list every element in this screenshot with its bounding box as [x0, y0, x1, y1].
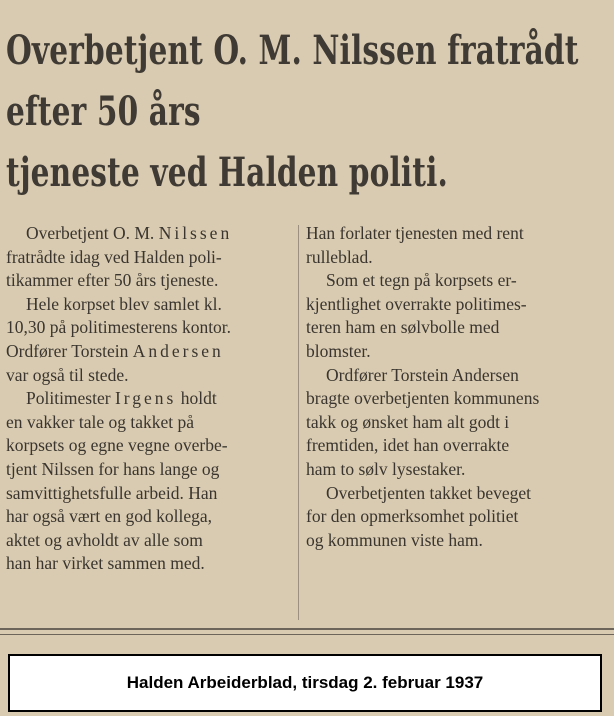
headline: [6, 20, 579, 203]
text: Politimester: [26, 388, 115, 409]
headline-line-3: tjeneste ved Halden politi.: [6, 149, 448, 196]
headline-line-1: Overbetjent O. M. Nilssen fratrådt: [6, 27, 579, 74]
text-line: ham to sølv lysestaker.: [306, 458, 466, 479]
text-line: [6, 387, 294, 411]
text-line: fratrådte idag ved Halden poli-: [6, 246, 222, 267]
text-spaced: Nilssen: [158, 223, 233, 243]
text-line: for den opmerksomhet politiet: [306, 506, 519, 527]
text-line: Han forlater tjenesten med rent: [306, 223, 524, 243]
text-line: tjent Nilssen for hans lange og: [6, 458, 220, 479]
text: Ordfører Torstein: [6, 340, 133, 361]
text-line: var også til stede.: [6, 364, 129, 385]
text-line: teren ham en sølvbolle med: [306, 317, 500, 338]
column-divider: [298, 225, 299, 620]
article-column-right: [306, 222, 589, 552]
headline-line-2: efter 50 års: [6, 88, 201, 135]
article-column-left: [6, 222, 294, 576]
text-line: bragte overbetjenten kommunens: [306, 388, 540, 409]
text-line: Hele korpset blev samlet kl.: [26, 293, 222, 314]
text-spaced: Andersen: [132, 340, 224, 361]
bottom-rule: [0, 628, 614, 630]
caption-box: [8, 654, 602, 712]
text-line: tikammer efter 50 års tjeneste.: [6, 270, 219, 291]
text-line: samvittighetsfulle arbeid. Han: [6, 482, 218, 503]
text-line: korpsets og egne vegne overbe-: [6, 435, 228, 456]
text-line: Ordfører Torstein Andersen: [326, 364, 519, 385]
text-line: kjentlighet overrakte politimes-: [306, 293, 527, 314]
text-line: han har virket sammen med.: [6, 553, 205, 574]
text-line: en vakker tale og takket på: [6, 411, 195, 432]
text-line: blomster.: [306, 340, 371, 361]
text-line: aktet og avholdt av alle som: [6, 529, 203, 550]
text-line: rulleblad.: [306, 246, 373, 267]
text-line: Som et tegn på korpsets er-: [326, 270, 517, 291]
caption-text: Halden Arbeiderblad, tirsdag 2. februar 1937: [126, 673, 484, 692]
text-line: 10,30 på politimesterens kontor.: [6, 317, 232, 338]
text: Overbetjent O. M.: [26, 223, 159, 243]
text-line: Overbetjenten takket beveget: [326, 482, 532, 503]
text-line: fremtiden, idet han overrakte: [306, 435, 510, 456]
text-line: har også vært en god kollega,: [6, 506, 213, 527]
text-line: [6, 222, 294, 246]
text-line: takk og ønsket ham alt godt i: [306, 411, 510, 432]
text-spaced: Irgens: [114, 388, 177, 409]
text-line: [6, 340, 294, 364]
text-line: og kommunen viste ham.: [306, 529, 483, 550]
text: holdt: [176, 388, 217, 409]
bottom-rule-thin: [0, 634, 614, 635]
